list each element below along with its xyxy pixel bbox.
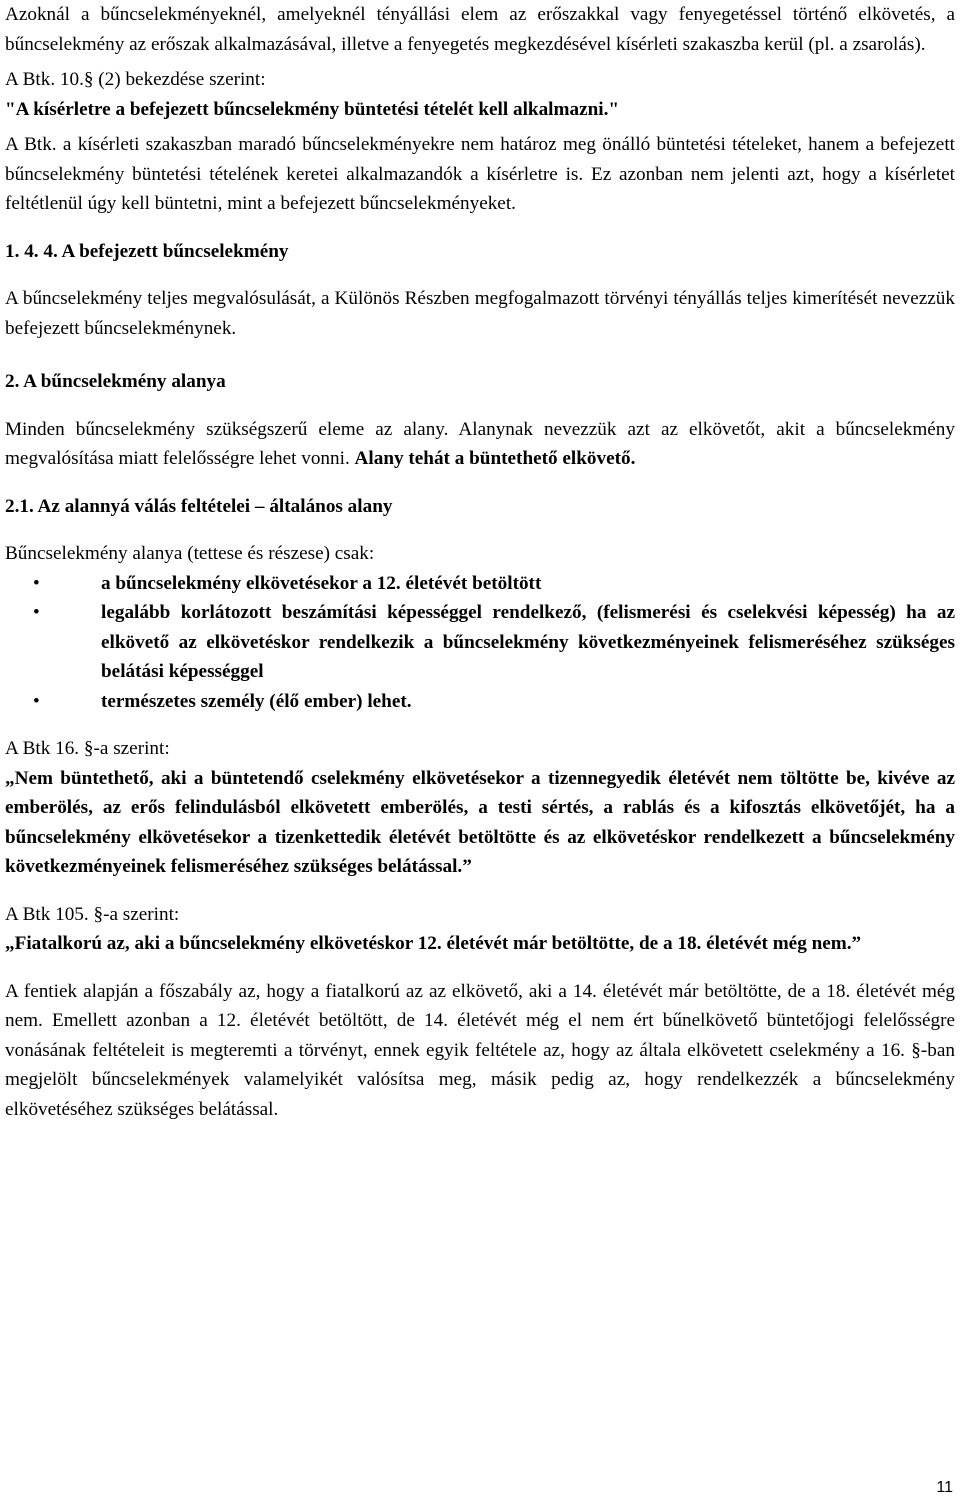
page-number: 11 xyxy=(936,1479,953,1496)
document-page xyxy=(5,0,955,1124)
btk10-reference: A Btk. 10.§ (2) bekezdése szerint: xyxy=(5,69,266,90)
list-item-text: legalább korlátozott beszámítási képességgel rendelkező, (felismerési és cselekvési képesség) ha az elkövető az elkövetéskor rendelkezik a bűncselekmény következményeinek felismeréséhez szükséges belátási képességgel xyxy=(101,602,955,682)
bullet-icon: • xyxy=(33,602,40,623)
bullet-icon: • xyxy=(33,690,40,712)
alany-paragraph xyxy=(5,415,955,474)
bullet-icon: • xyxy=(33,572,40,594)
btk16-reference: A Btk 16. §-a szerint: xyxy=(5,738,170,759)
alany-bold-text: Alany tehát a büntethető elkövető. xyxy=(354,448,636,469)
alany-intro: Bűncselekmény alanya (tettese és részese) csak: xyxy=(5,543,375,564)
alany-text: Minden bűncselekmény szükségszerű eleme az alany. Alanynak nevezzük azt az elkövetőt, akit a bűncselekmény megvalósítása miatt felelősségre lehet vonni. xyxy=(5,418,955,469)
list-item xyxy=(5,687,955,717)
section-heading-2-1: 2.1. Az alannyá válás feltételei – általános alany xyxy=(5,495,393,517)
list-item xyxy=(5,569,955,599)
section-heading-1-4-4: 1. 4. 4. A befejezett bűncselekmény xyxy=(5,240,289,262)
btk105-reference: A Btk 105. §-a szerint: xyxy=(5,903,180,925)
condition-list xyxy=(5,569,955,717)
btk10-quote: "A kísérletre a befejezett bűncselekmény büntetési tételét kell alkalmazni." xyxy=(5,98,620,120)
closing-paragraph: A fentiek alapján a főszabály az, hogy a fiatalkorú az az elkövető, aki a 14. életévét már betöltötte, de a 18. életévét még nem. Emellett azonban a 12. életévét betöltött, de 14. életévét még el nem ért bűnelkövető büntetőjogi felelősségre vonásának feltételeit is megteremti a törvényt, ennek egyik feltétele az, hogy az általa elkövetett cselekmény a 16. §-ban megjelölt bűncselekmények valamelyikét valósítsa meg, másik pedig az, hogy rendelkezzék a bűncselekmény elkövetéséhez szükséges belátással. xyxy=(5,980,955,1120)
btk16-quote: „Nem büntethető, aki a büntetendő cselekmény elkövetésekor a tizennegyedik életévét nem töltötte be, kivéve az emberölés, az erős felindulásból elkövetett emberölés, a testi sértés, a rablás és a kifosztás elkövetőjét, ha a bűncselekmény elkövetésekor a tizenkettedik életévét betöltötte és az elkövetéskor rendelkezett a bűncselekmény következményeinek felismeréséhez szükséges belátással.” xyxy=(5,767,955,877)
btk105-quote: „Fiatalkorú az, aki a bűncselekmény elkövetéskor 12. életévét már betöltötte, de a 18. életévét még nem.” xyxy=(5,933,862,954)
kiserlet-paragraph: A Btk. a kísérleti szakaszban maradó bűncselekményekre nem határoz meg önálló büntetési tételeket, hanem a befejezett bűncselekmény büntetési tételének keretei alkalmazandók a kísérletre is. Ez azonban nem jelenti azt, hogy a kísérletet feltétlenül úgy kell büntetni, mint a befejezett bűncselekményeket. xyxy=(5,134,955,214)
intro-paragraph: Azoknál a bűncselekményeknél, amelyeknél tényállási elem az erőszakkal vagy fenyegetéssel történő elkövetés, a bűncselekmény az erőszak alkalmazásával, illetve a fenyegetés megkezdésével kísérleti szakaszba kerül (pl. a zsarolás). xyxy=(5,4,955,55)
befejezett-paragraph: A bűncselekmény teljes megvalósulását, a Különös Részben megfogalmazott törvényi tényállás teljes kimerítését nevezzük befejezett bűncselekménynek. xyxy=(5,288,955,339)
list-item xyxy=(5,598,955,687)
list-item-text: természetes személy (élő ember) lehet. xyxy=(101,690,412,712)
section-heading-2: 2. A bűncselekmény alanya xyxy=(5,371,226,392)
list-item-text: a bűncselekmény elkövetésekor a 12. életévét betöltött xyxy=(101,572,542,594)
